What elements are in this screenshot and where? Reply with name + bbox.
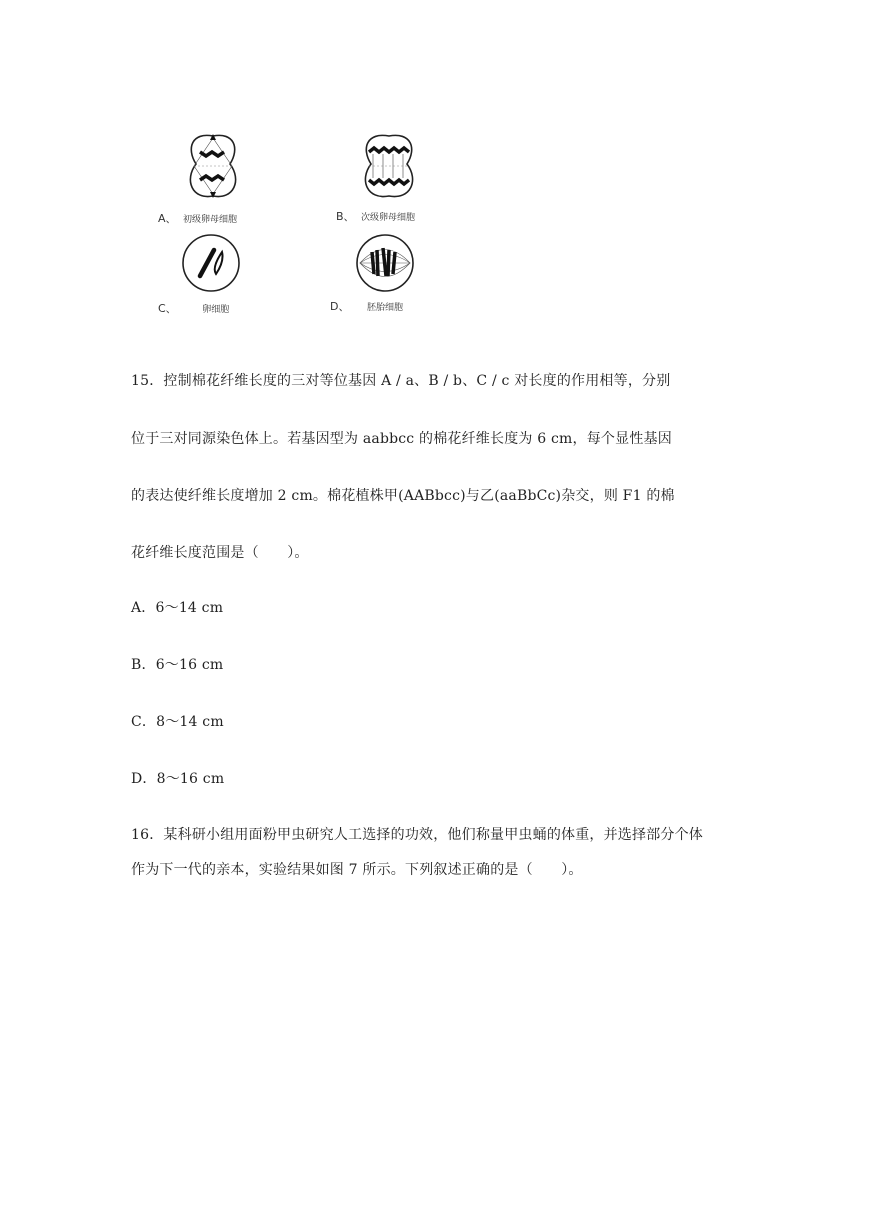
- caption-c-label: 卵细胞: [202, 305, 230, 315]
- caption-d-label: 胚胎细胞: [366, 303, 403, 313]
- caption-d: [330, 298, 403, 314]
- q15-option-c: C．8～14 cm: [131, 714, 224, 730]
- q15-option-d: D．8～16 cm: [131, 771, 225, 787]
- cell-b-diagram: [357, 130, 421, 202]
- q16-line-2: 作为下一代的亲本，实验结果如图 7 所示。下列叙述正确的是（ ）。: [131, 862, 583, 878]
- q15-line-1: 15．控制棉花纤维长度的三对等位基因 A / a、B / b、C / c 对长度的作用相等，分别: [131, 373, 671, 389]
- cell-c-diagram: [180, 232, 242, 294]
- q15-line-4: 花纤维长度范围是（ ）。: [131, 545, 309, 561]
- q16-line-1: 16．某科研小组用面粉甲虫研究人工选择的功效，他们称量甲虫蛹的体重，并选择部分个体: [131, 827, 704, 843]
- q15-option-b: B．6～16 cm: [131, 657, 224, 673]
- q15-line-3: 的表达使纤维长度增加 2 cm。棉花植株甲(AABbcc)与乙(aaBbCc)杂交，则 F1 的棉: [131, 488, 675, 504]
- caption-b-label: 次级卵母细胞: [361, 213, 416, 223]
- cell-division-figure: [150, 128, 430, 318]
- caption-a-label: 初级卵母细胞: [183, 215, 238, 225]
- caption-c: [158, 300, 229, 316]
- caption-b-letter: B、: [336, 210, 355, 223]
- q15-line-2: 位于三对同源染色体上。若基因型为 aabbcc 的棉花纤维长度为 6 cm，每个显性基因: [131, 431, 672, 447]
- caption-d-letter: D、: [330, 300, 350, 313]
- caption-c-letter: C、: [158, 302, 177, 315]
- cell-d-diagram: [354, 232, 416, 294]
- caption-a: [158, 210, 237, 226]
- caption-b: [336, 208, 415, 224]
- cell-a-diagram: [182, 130, 244, 202]
- q15-option-a: A．6～14 cm: [131, 600, 224, 616]
- caption-a-letter: A、: [158, 212, 177, 225]
